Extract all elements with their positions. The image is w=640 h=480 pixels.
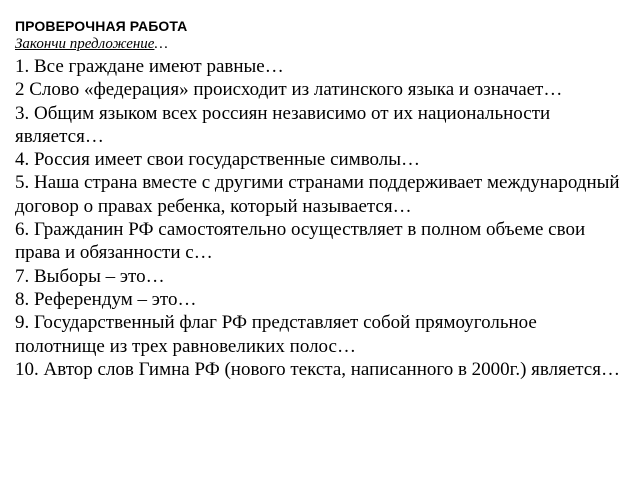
worksheet	[15, 18, 631, 381]
question-item-4: 4. Россия имеет свои государственные символы…	[15, 149, 421, 171]
question-item-1: 1. Все граждане имеют равные…	[15, 56, 284, 77]
instruction-text: Закончи предложение	[15, 36, 155, 52]
question-item-10: 10. Автор слов Гимна РФ (нового текста, написанного в 2000г.) является…	[15, 358, 620, 380]
question-item-5: 5. Наша страна вместе с другими странами поддерживает международный договор о правах ребенка, который называется…	[15, 172, 620, 217]
question-list	[15, 55, 631, 381]
question-item-6: 6. Гражданин РФ самостоятельно осуществляет в полном объеме свои права и обязанности с…	[15, 219, 586, 264]
question-item-9: 9. Государственный флаг РФ представляет собой прямоугольное полотнище из трех равновеликих полос…	[15, 312, 537, 357]
question-item-2: 2 Слово «федерация» происходит из латинского языка и означает…	[15, 79, 563, 101]
instruction-ellipsis: …	[154, 36, 168, 52]
worksheet-title: ПРОВЕРОЧНАЯ РАБОТА	[15, 18, 188, 34]
question-item-3: 3. Общим языком всех россиян независимо от их национальности является…	[15, 102, 551, 147]
worksheet-instruction	[15, 35, 631, 53]
question-item-8: 8. Референдум – это…	[15, 288, 197, 310]
question-item-7: 7. Выборы – это…	[15, 265, 165, 287]
